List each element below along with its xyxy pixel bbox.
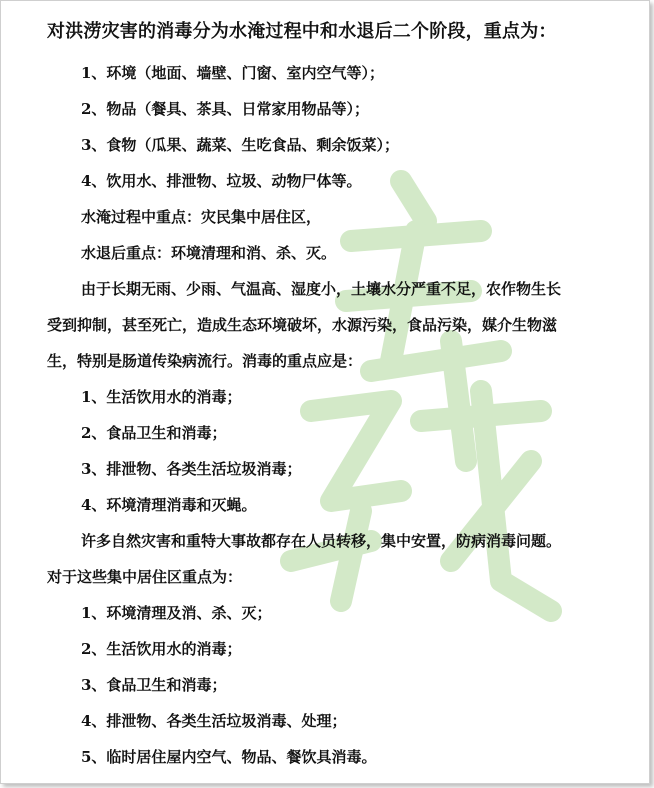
text-line-18: 3、食品卫生和消毒； bbox=[81, 676, 227, 694]
text-line-20: 5、临时居住屋内空气、物品、餐饮具消毒。 bbox=[81, 748, 377, 766]
text-line-13: 4、环境清理消毒和灭蝇。 bbox=[81, 496, 257, 514]
text-line-14: 许多自然灾害和重特大事故都存在人员转移，集中安置，防病消毒问题。 bbox=[81, 532, 562, 550]
text-line-1: 1、环境（地面、墙壁、门窗、室内空气等）； bbox=[81, 64, 384, 82]
text-line-6: 水退后重点：环境清理和消、杀、灭。 bbox=[81, 244, 337, 262]
text-line-5: 水淹过程中重点：灾民集中居住区， bbox=[81, 208, 322, 226]
text-line-15: 对于这些集中居住区重点为： bbox=[47, 568, 243, 586]
text-line-16: 1、环境清理及消、杀、灭； bbox=[81, 604, 272, 622]
text-line-17: 2、生活饮用水的消毒； bbox=[81, 640, 242, 658]
text-line-11: 2、食品卫生和消毒； bbox=[81, 424, 227, 442]
text-line-4: 4、饮用水、排泄物、垃圾、动物尸体等。 bbox=[81, 172, 362, 190]
text-line-19: 4、排泄物、各类生活垃圾消毒、处理； bbox=[81, 712, 347, 730]
text-line-8: 受到抑制，甚至死亡，造成生态环境破坏，水源污染，食品污染，媒介生物滋 bbox=[47, 316, 558, 334]
document-title: 对洪涝灾害的消毒分为水淹过程中和水退后二个阶段，重点为： bbox=[47, 21, 557, 42]
text-line-3: 3、食物（瓜果、蔬菜、生吃食品、剩余饭菜）； bbox=[81, 136, 399, 154]
text-line-7: 由于长期无雨、少雨、气温高、湿度小，土壤水分严重不足，农作物生长 bbox=[81, 280, 562, 298]
text-line-10: 1、生活饮用水的消毒； bbox=[81, 388, 242, 406]
text-line-2: 2、物品（餐具、茶具、日常家用物品等）； bbox=[81, 100, 369, 118]
text-line-12: 3、排泄物、各类生活垃圾消毒； bbox=[81, 460, 302, 478]
document-body bbox=[1, 1, 649, 783]
text-line-9: 生，特别是肠道传染病流行。消毒的重点应是： bbox=[47, 352, 363, 370]
